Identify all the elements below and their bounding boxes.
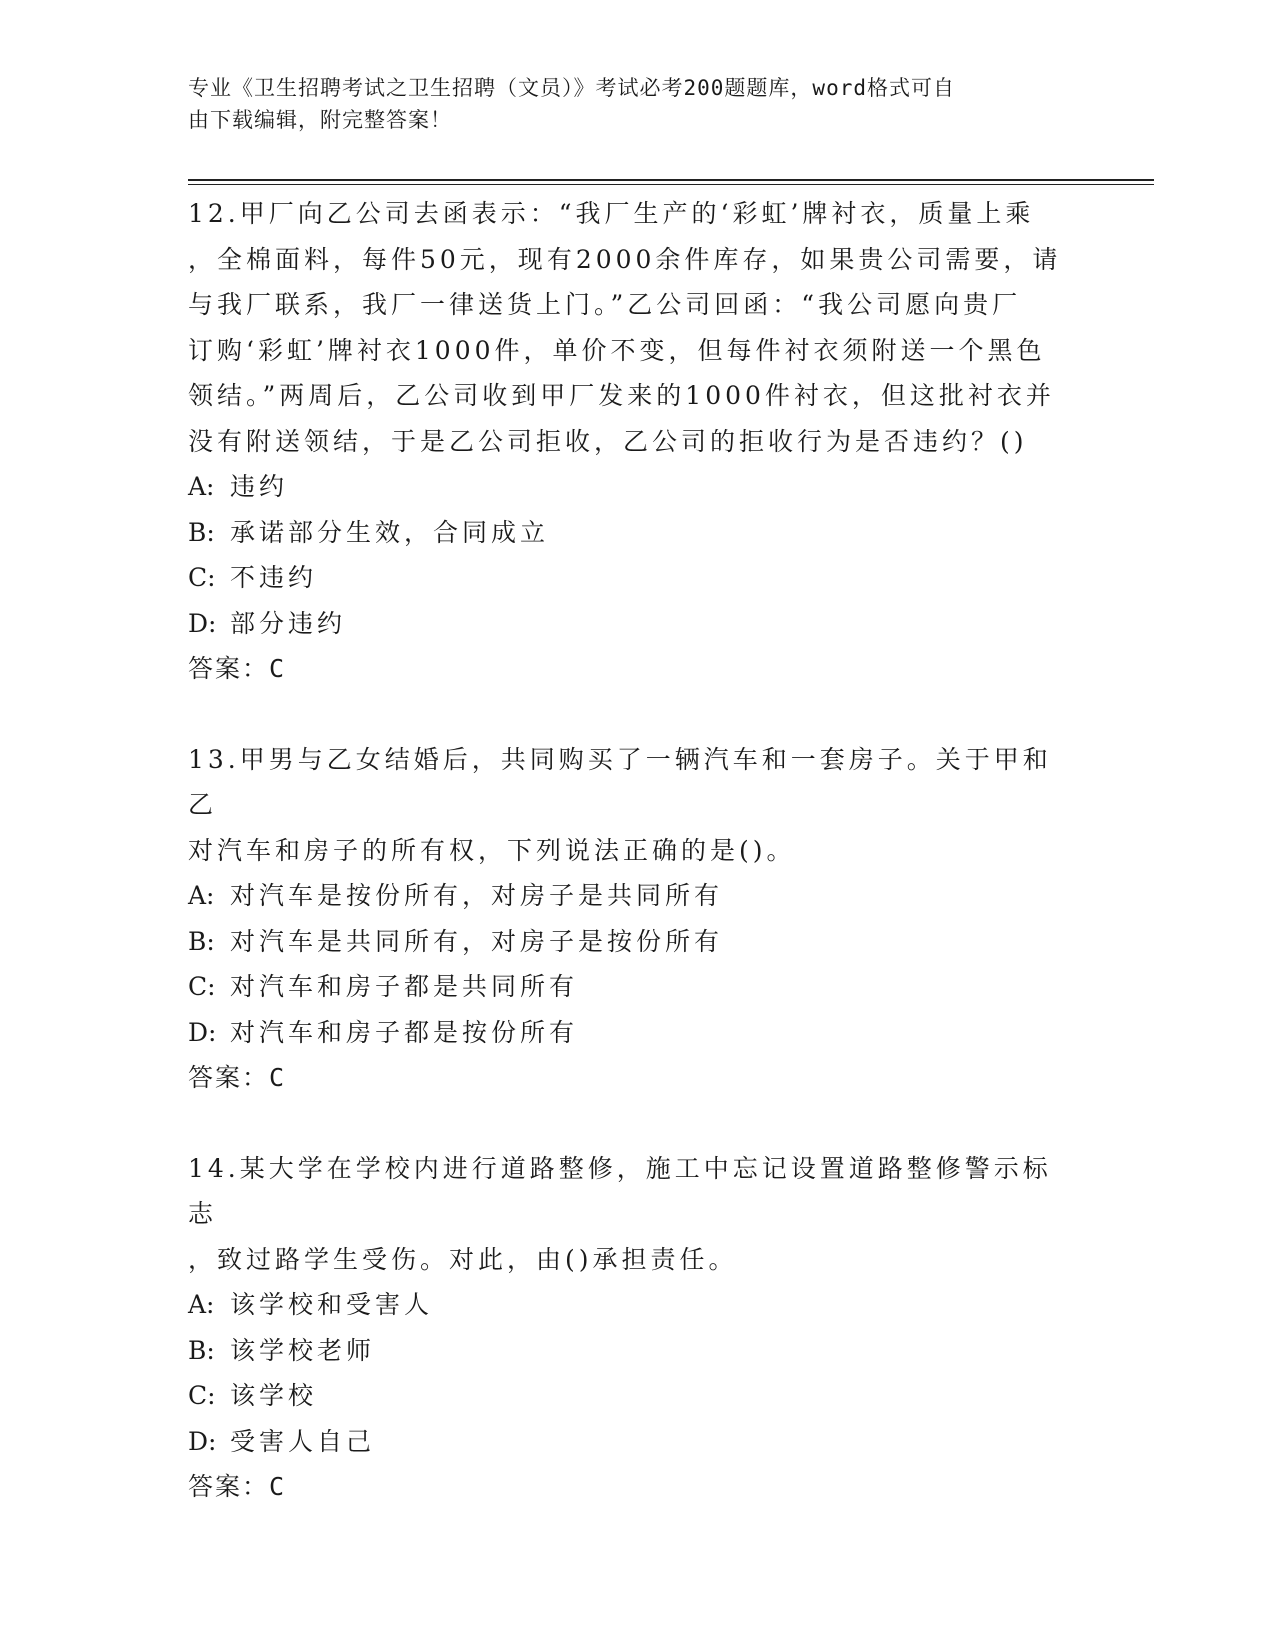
option-c xyxy=(188,964,1088,1010)
stem-line: 14.某大学在学校内进行道路整修，施工中忘记设置道路整修警示标志 xyxy=(188,1153,1052,1228)
option-a xyxy=(188,873,1088,919)
option-letter: D: xyxy=(188,1426,217,1456)
option-letter: C: xyxy=(188,972,216,1001)
option-text: 不违约 xyxy=(230,563,318,592)
option-d xyxy=(188,1010,1088,1056)
question-stem xyxy=(188,1146,1068,1283)
option-text: 对汽车和房子都是按份所有 xyxy=(230,1017,579,1047)
option-letter: B: xyxy=(188,926,215,956)
option-b xyxy=(188,1328,1088,1374)
option-c xyxy=(188,1373,1088,1419)
option-text: 违约 xyxy=(230,472,289,501)
option-d xyxy=(188,1419,1088,1465)
option-a xyxy=(188,464,1088,510)
option-letter: C: xyxy=(188,1381,216,1410)
option-letter: B: xyxy=(188,517,215,547)
stem-line: 领结。”两周后，乙公司收到甲厂发来的1000件衬衣，但这批衬衣并 xyxy=(188,381,1055,410)
option-letter: A: xyxy=(188,1290,215,1319)
option-b xyxy=(188,919,1088,965)
option-text: 该学校和受害人 xyxy=(230,1290,434,1319)
question-14 xyxy=(188,1146,1088,1510)
option-text: 该学校 xyxy=(230,1381,318,1410)
question-list xyxy=(188,191,1088,1555)
question-stem xyxy=(188,737,1068,874)
stem-line: ，致过路学生受伤。对此，由()承担责任。 xyxy=(188,1244,738,1274)
option-c xyxy=(188,555,1088,601)
document-header xyxy=(188,72,1068,136)
option-text: 对汽车是按份所有，对房子是共同所有 xyxy=(230,881,724,910)
option-d xyxy=(188,601,1088,647)
stem-line: 对汽车和房子的所有权，下列说法正确的是()。 xyxy=(188,835,796,865)
header-divider-thick xyxy=(188,179,1154,181)
stem-line: 13.甲男与乙女结婚后，共同购买了一辆汽车和一套房子。关于甲和乙 xyxy=(188,744,1052,819)
stem-line: 与我厂联系，我厂一律送货上门。”乙公司回函：“我公司愿向贵厂 xyxy=(188,290,1022,319)
option-text: 受害人自己 xyxy=(230,1426,376,1456)
stem-line: 没有附送领结，于是乙公司拒收，乙公司的拒收行为是否违约？() xyxy=(188,426,1028,456)
answer-line: 答案：C xyxy=(188,1472,287,1501)
answer-line: 答案：C xyxy=(188,1063,287,1092)
stem-line: 12.甲厂向乙公司去函表示：“我厂生产的‘彩虹’牌衬衣，质量上乘 xyxy=(188,199,1035,228)
option-letter: A: xyxy=(188,472,215,501)
option-letter: D: xyxy=(188,1017,217,1047)
header-line-2: 由下载编辑，附完整答案！ xyxy=(188,108,452,132)
option-text: 对汽车和房子都是共同所有 xyxy=(230,972,579,1001)
stem-line: 订购‘彩虹’牌衬衣1000件，单价不变，但每件衬衣须附送一个黑色 xyxy=(188,335,1046,365)
option-b xyxy=(188,510,1088,556)
option-text: 对汽车是共同所有，对房子是按份所有 xyxy=(230,926,724,956)
option-letter: C: xyxy=(188,563,216,592)
question-13 xyxy=(188,737,1088,1101)
option-a xyxy=(188,1282,1088,1328)
answer-line: 答案：C xyxy=(188,654,287,683)
option-text: 承诺部分生效，合同成立 xyxy=(230,517,550,547)
header-divider-thin xyxy=(188,184,1154,185)
option-letter: A: xyxy=(188,881,215,910)
header-line-1: 专业《卫生招聘考试之卫生招聘（文员）》考试必考200题题库，word格式可自 xyxy=(188,76,955,100)
question-stem xyxy=(188,191,1068,464)
option-text: 部分违约 xyxy=(230,608,347,638)
option-letter: B: xyxy=(188,1335,215,1365)
question-12 xyxy=(188,191,1088,692)
option-letter: D: xyxy=(188,608,217,638)
stem-line: ，全棉面料，每件50元，现有2000余件库存，如果贵公司需要，请 xyxy=(188,244,1062,274)
option-text: 该学校老师 xyxy=(230,1335,376,1365)
